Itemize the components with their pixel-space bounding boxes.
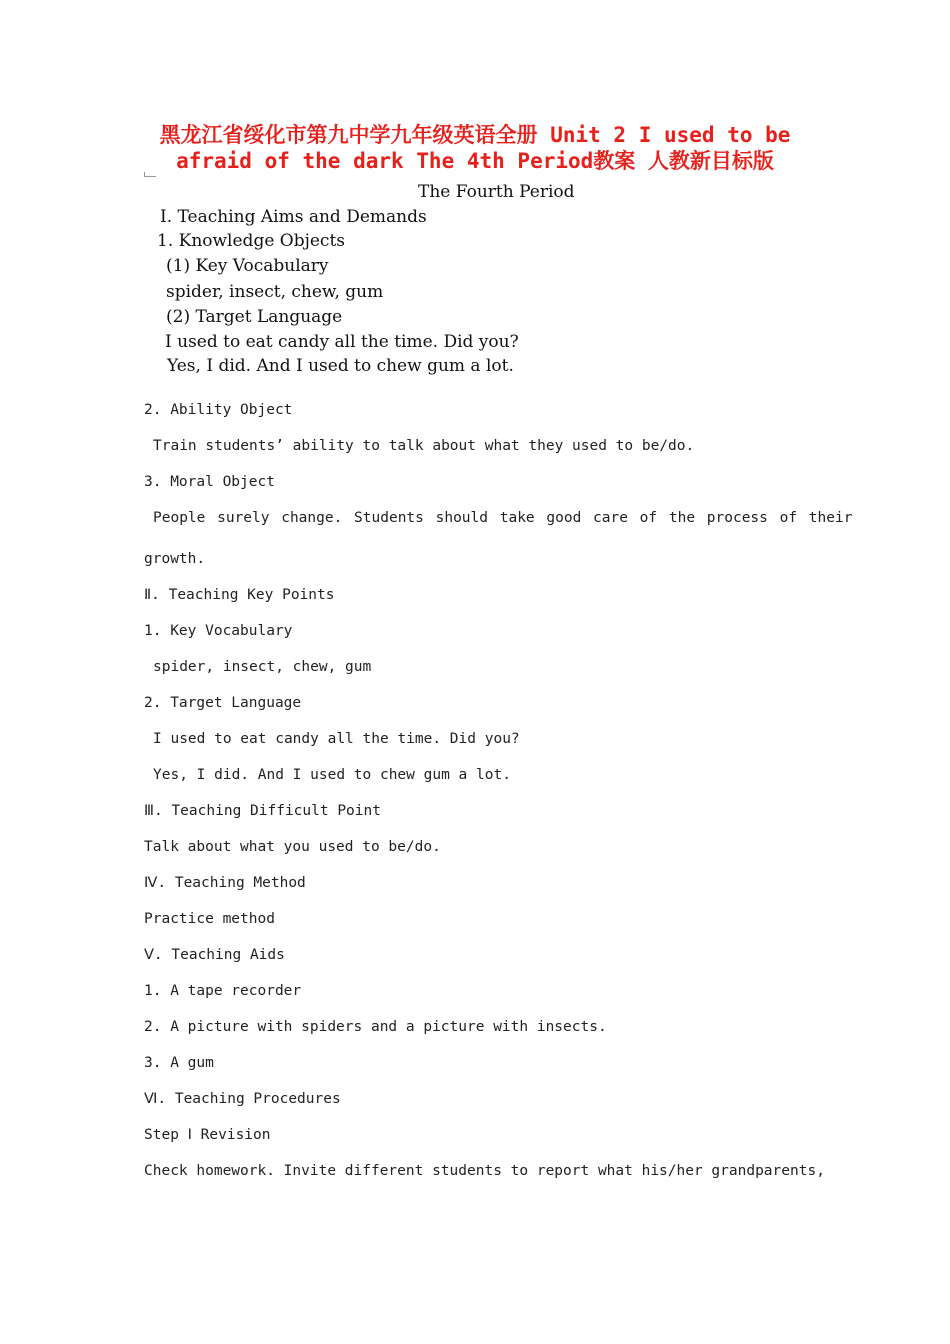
corner-mark — [144, 172, 156, 177]
image-line: (2) Target Language — [166, 307, 343, 327]
title-line-1: 黑龙江省绥化市第九中学九年级英语全册 Unit 2 I used to be — [159, 123, 791, 147]
image-line: (1) Key Vocabulary — [166, 256, 329, 276]
section-heading: Ⅵ. Teaching Procedures — [144, 1091, 341, 1107]
section-heading: 2. Ability Object — [144, 402, 293, 418]
step-heading: Step Ⅰ Revision — [144, 1127, 271, 1143]
title-line-2: afraid of the dark The 4th Period教案 人教新目标版 — [176, 149, 774, 173]
paragraph: growth. — [144, 551, 206, 567]
section-heading: Ⅱ. Teaching Key Points — [144, 587, 335, 603]
paragraph: Check homework. Invite different students to report what his/her grandparents, — [144, 1163, 825, 1179]
list-item: 2. A picture with spiders and a picture with insects. — [144, 1019, 607, 1035]
document-title — [0, 122, 950, 174]
image-line: spider, insect, chew, gum — [166, 282, 384, 302]
section-heading: 2. Target Language — [144, 695, 302, 711]
section-heading: 1. Key Vocabulary — [144, 623, 293, 639]
image-line: 1. Knowledge Objects — [157, 231, 346, 251]
section-heading: 3. Moral Object — [144, 474, 275, 490]
image-line: I used to eat candy all the time. Did you? — [165, 332, 519, 352]
paragraph: Yes, I did. And I used to chew gum a lot. — [153, 767, 511, 783]
paragraph: Talk about what you used to be/do. — [144, 839, 441, 855]
paragraph: People surely change. Students should take good care of the process of their — [153, 510, 853, 526]
paragraph: Train students’ ability to talk about what they used to be/do. — [153, 438, 695, 454]
image-line: Ⅰ. Teaching Aims and Demands — [160, 207, 427, 227]
section-heading: Ⅴ. Teaching Aids — [144, 947, 285, 963]
section-heading: Ⅲ. Teaching Difficult Point — [144, 803, 381, 819]
image-line: Yes, I did. And I used to chew gum a lot. — [167, 356, 514, 376]
paragraph: Practice method — [144, 911, 275, 927]
section-heading: Ⅳ. Teaching Method — [144, 875, 306, 891]
list-item: 1. A tape recorder — [144, 983, 302, 999]
list-item: 3. A gum — [144, 1055, 214, 1071]
image-heading: The Fourth Period — [418, 182, 575, 202]
embedded-text-image — [155, 178, 575, 378]
paragraph: spider, insect, chew, gum — [153, 659, 372, 675]
paragraph: I used to eat candy all the time. Did you? — [153, 731, 520, 747]
